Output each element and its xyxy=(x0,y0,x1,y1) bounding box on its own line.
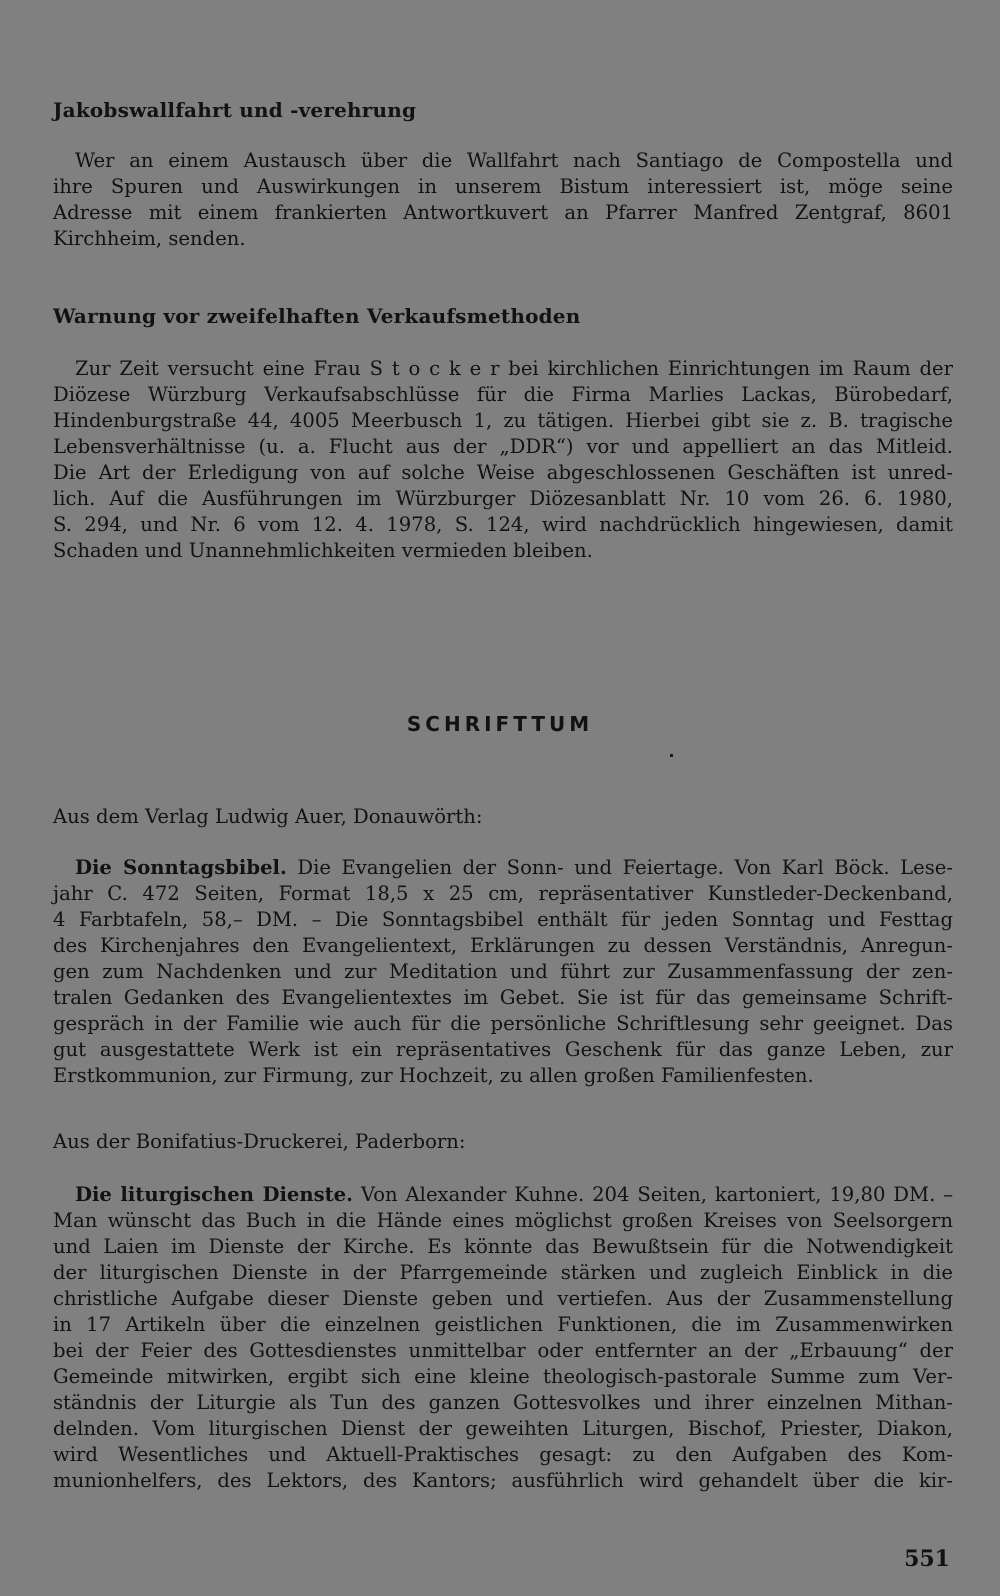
text-line: Man wünscht das Buch in die Hände eines möglichst großen Kreises von Seelsorgern xyxy=(53,1209,953,1232)
section-heading-jakobswallfahrt: Jakobswallfahrt und -verehrung xyxy=(53,98,417,122)
paragraph-jakobswallfahrt xyxy=(53,148,953,252)
page-number: 551 xyxy=(904,1546,950,1572)
text-line: Kirchheim, senden. xyxy=(53,227,246,250)
text-line: jahr C. 472 Seiten, Format 18,5 x 25 cm, repräsentativer Kunstleder-Deckenband, xyxy=(53,882,953,905)
paragraph-liturgische-dienste xyxy=(53,1182,953,1494)
text-line: Schaden und Unannehmlichkeiten vermieden bleiben. xyxy=(53,539,593,562)
text-line: gut ausgestattete Werk ist ein repräsentatives Geschenk für das ganze Leben, zur xyxy=(53,1038,953,1061)
text-line: Die Art der Erledigung von auf solche Weise abgeschlossenen Geschäften ist unred- xyxy=(53,461,953,484)
text-line: 4 Farbtafeln, 58,– DM. – Die Sonntagsbibel enthält für jeden Sonntag und Festtag xyxy=(53,908,953,931)
text-line: Lebensverhältnisse (u. a. Flucht aus der „DDR“) vor und appelliert an das Mitleid. xyxy=(53,435,953,458)
text-line: S. 294, und Nr. 6 vom 12. 4. 1978, S. 124, wird nachdrücklich hingewiesen, damit xyxy=(53,513,953,536)
text-line: munionhelfers, des Lektors, des Kantors; ausführlich wird gehandelt über die kir- xyxy=(53,1469,953,1492)
text-line: delnden. Vom liturgischen Dienst der geweihten Liturgen, Bischof, Priester, Diakon, xyxy=(53,1417,953,1440)
book-first-line: Die Evangelien der Sonn- und Feiertage. Von Karl Böck. Lese- xyxy=(297,856,953,879)
text-line: und Laien im Dienste der Kirche. Es könnte das Bewußtsein für die Notwendigkeit xyxy=(53,1235,953,1258)
publisher-bonifatius: Aus der Bonifatius-Druckerei, Paderborn: xyxy=(53,1130,466,1153)
schrifttum-title: SCHRIFTTUM xyxy=(406,712,594,736)
text-line: in 17 Artikeln über die einzelnen geistlichen Funktionen, die im Zusammenwirken xyxy=(53,1313,953,1336)
text-line: ihre Spuren und Auswirkungen in unserem Bistum interessiert ist, möge seine xyxy=(53,175,953,198)
text-line: Adresse mit einem frankierten Antwortkuvert an Pfarrer Manfred Zentgraf, 8601 xyxy=(53,201,953,224)
text-line: gespräch in der Familie wie auch für die persönliche Schriftlesung sehr geeignet. Das xyxy=(53,1012,953,1035)
text-line: Diözese Würzburg Verkaufsabschlüsse für die Firma Marlies Lackas, Bürobedarf, xyxy=(53,383,953,406)
text-line: Hindenburgstraße 44, 4005 Meerbusch 1, zu tätigen. Hierbei gibt sie z. B. tragische xyxy=(53,409,953,432)
paragraph-warnung xyxy=(53,356,953,564)
book-title-sonntagsbibel: Die Sonntagsbibel. xyxy=(75,856,287,879)
text-line: ständnis der Liturgie als Tun des ganzen Gottesvolkes und ihrer einzelnen Mithan- xyxy=(53,1391,953,1414)
text-line: Gemeinde mitwirken, ergibt sich eine kleine theologisch-pastorale Summe zum Ver- xyxy=(53,1365,953,1388)
text-line xyxy=(53,1182,953,1208)
text-line: tralen Gedanken des Evangelientextes im Gebet. Sie ist für das gemeinsame Schrift- xyxy=(53,986,953,1009)
text-line: Wer an einem Austausch über die Wallfahrt nach Santiago de Compostella und xyxy=(75,149,953,172)
text-line: christliche Aufgabe dieser Dienste geben und vertiefen. Aus der Zusammenstellung xyxy=(53,1287,953,1310)
text-line: der liturgischen Dienste in der Pfarrgemeinde stärken und zugleich Einblick in die xyxy=(53,1261,953,1284)
text-line: des Kirchenjahres den Evangelientext, Erklärungen zu dessen Verständnis, Anregun- xyxy=(53,934,953,957)
text-line: bei der Feier des Gottesdienstes unmittelbar oder entfernter an der „Erbauung“ der xyxy=(53,1339,953,1362)
text-line: gen zum Nachdenken und zur Meditation und führt zur Zusammenfassung der zen- xyxy=(53,960,953,983)
print-speck xyxy=(670,754,673,757)
section-heading-warnung: Warnung vor zweifelhaften Verkaufsmethoden xyxy=(53,304,581,328)
text-line: lich. Auf die Ausführungen im Würzburger Diözesanblatt Nr. 10 vom 26. 6. 1980, xyxy=(53,487,953,510)
paragraph-sonntagsbibel xyxy=(53,855,953,1089)
book-title-liturgische-dienste: Die liturgischen Dienste. xyxy=(75,1183,353,1206)
text-line: Zur Zeit versucht eine Frau S t o c k e r bei kirchlichen Einrichtungen im Raum der xyxy=(75,357,953,380)
book-first-line: Von Alexander Kuhne. 204 Seiten, kartoniert, 19,80 DM. – xyxy=(360,1183,953,1206)
publisher-auer: Aus dem Verlag Ludwig Auer, Donauwörth: xyxy=(53,805,483,828)
text-line xyxy=(53,855,953,881)
text-line: Erstkommunion, zur Firmung, zur Hochzeit, zu allen großen Familienfesten. xyxy=(53,1064,814,1087)
text-line: wird Wesentliches und Aktuell-Praktisches gesagt: zu den Aufgaben des Kom- xyxy=(53,1443,953,1466)
